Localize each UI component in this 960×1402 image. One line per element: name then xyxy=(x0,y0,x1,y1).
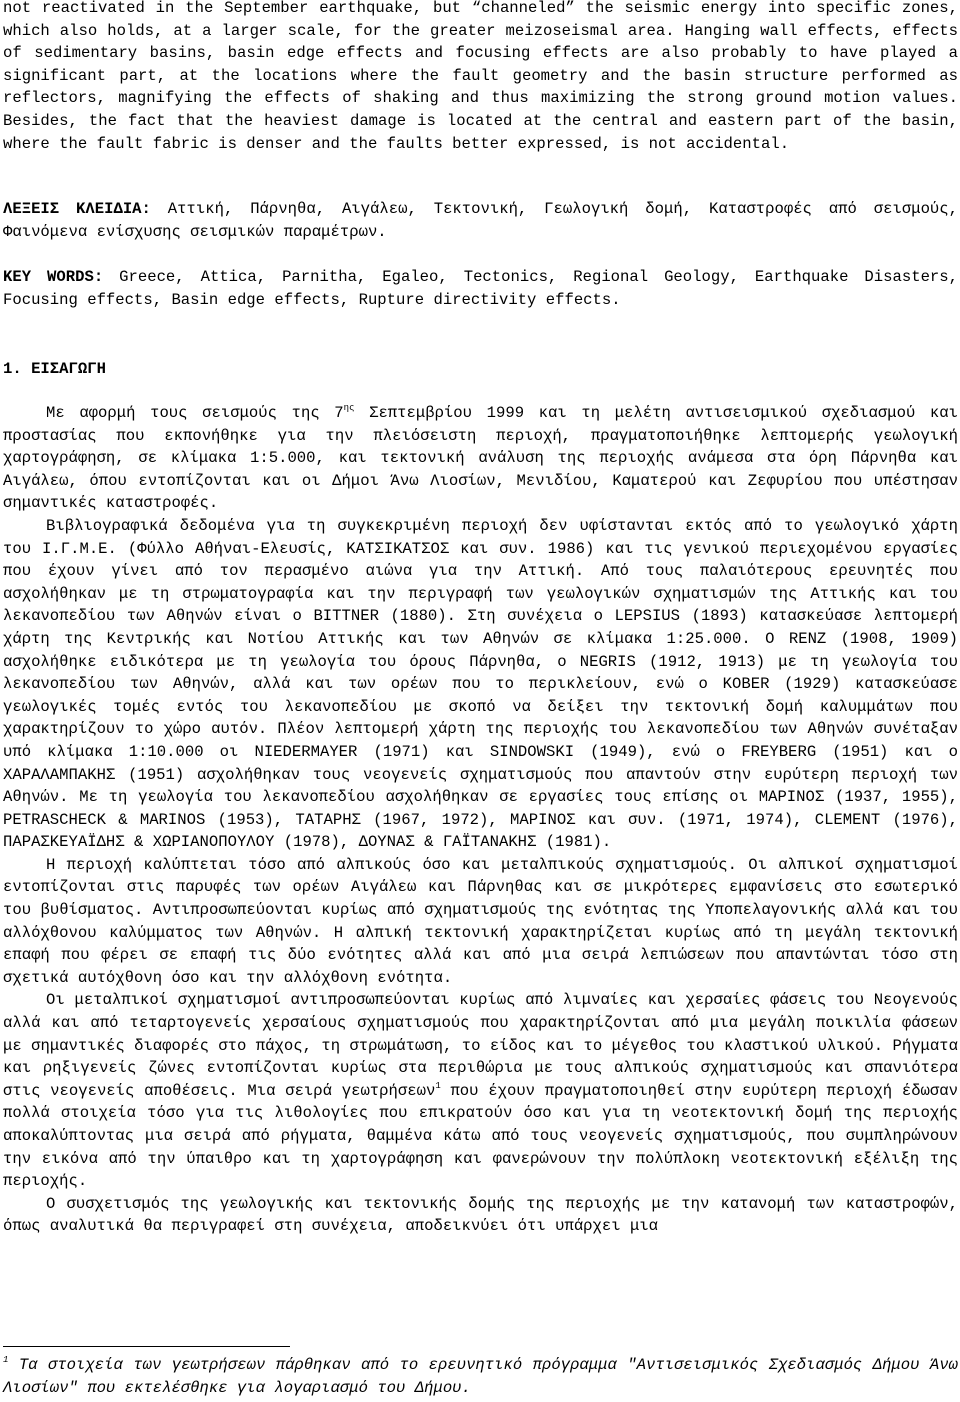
intro-paragraph-1 xyxy=(3,402,958,515)
intro-p1-text-b: Σεπτεμβρίου 1999 και τη μελέτη αντισεισμικού σχεδιασμού και προστασίας που εκπονήθηκε για την πλειόσειστη περιοχή, πραγματοποιήθηκε λεπτομερής γεωλογική χαρτογράφηση, σε κλίμακα 1:5.000, και τεκτονική ανάλυση της περιοχής ανάμεσα στα όρη Πάρνηθα και Αιγάλεω, όπου εντοπίζονται και οι Δήμοι Άνω Λιοσίων, Μενιδίου, Καματερού και Ζεφυρίου που υπέστησαν σημαντικές καταστροφές. xyxy=(3,404,958,513)
intro-p4-text-b: που έχουν πραγματοποιηθεί στην ευρύτερη περιοχή έδωσαν πολλά στοιχεία τόσο για τις λιθολογίες που επικρατούν όσο και για τη νεοτεκτονική δομή της περιοχής αποκαλύπτοντας μια σειρά από ρήγματα, θαμμένα κάτω από τους νεογενείς σχηματισμούς, που συμπληρώνουν την εικόνα από την ύπαιθρο και τη χαρτογράφηση και φανερώνουν την πολύπλοκη νεοτεκτονική εξέλιξη της περιοχής. xyxy=(3,1081,958,1191)
introduction-body xyxy=(3,402,958,1238)
keywords-english-text: Greece, Attica, Parnitha, Egaleo, Tectonics, Regional Geology, Earthquake Disasters, Focusing effects, Basin edge effects, Rupture directivity effects. xyxy=(3,268,958,309)
abstract-tail xyxy=(3,0,958,155)
keywords-greek-label: ΛΕΞΕΙΣ ΚΛΕΙΔΙΑ: xyxy=(3,200,151,218)
intro-paragraph-2: Βιβλιογραφικά δεδομένα για τη συγκεκριμένη περιοχή δεν υφίστανται εκτός από το γεωλογικό χάρτη του Ι.Γ.Μ.Ε. (Φύλλο Αθήναι-Ελευσίς, ΚΑΤΣΙΚΑΤΣΟΣ και συν. 1986) και τις γενικού περιεχομένου εργασίες που έχουν γίνει από τον περασμένο αιώνα για την Αττική. Από τους παλαιότερους ερευνητές που ασχολήθηκαν με τη στρωματογραφία και την περιγραφή των γεωλογικών σχηματισμών της Αττικής και του λεκανοπεδίου των Αθηνών είναι ο BITTNER (1880). Στη συνέχεια ο LEPSIUS (1893) κατασκεύασε λεπτομερή χάρτη της Κεντρικής και Νοτίου Αττικής και των Αθηνών σε κλίμακα 1:25.000. Ο RENZ (1908, 1909) ασχολήθηκε ειδικότερα με τη γεωλογία του όρους Πάρνηθα, ο NEGRIS (1912, 1913) με τη γεωλογία του λεκανοπεδίου των Αθηνών, αλλά και των ορέων που το περικλείουν, ενώ ο KOBER (1929) κατασκεύασε γεωλογικές τομές εντός του λεκανοπεδίου με σκοπό να δείξει την τεκτονική δομή καλυμμάτων που χαρακτηρίζουν το χώρο αυτόν. Πλέον λεπτομερή χάρτη της περιοχής του λεκανοπεδίου των Αθηνών συνέταξαν υπό κλίμακα 1:10.000 οι NIEDERMAYER (1971) και SINDOWSKI (1949), ενώ ο FREYBERG (1951) και ο ΧΑΡΑΛΑΜΠΑΚΗΣ (1951) ασχολήθηκαν τους νεογενείς σχηματισμούς που απαντούν στην ευρύτερη περιοχή των Αθηνών. Με τη γεωλογία του λεκανοπεδίου ασχολήθηκαν σε εργασίες τους επίσης οι ΜΑΡΙΝΟΣ (1937, 1955), PETRASCHECK & MARINOS (1953), ΤΑΤΑΡΗΣ (1967, 1972), ΜΑΡΙΝΟΣ και συν. (1971, 1974), CLEMENT (1976), ΠΑΡΑΣΚΕΥΑΪΔΗΣ & ΧΩΡΙΑΝΟΠΟΥΛΟΥ (1978), ΔΟΥΝΑΣ & ΓΑΪΤΑΝΑΚΗΣ (1981). xyxy=(3,516,958,852)
intro-paragraph-5: Ο συσχετισμός της γεωλογικής και τεκτονικής δομής της περιοχής με την κατανομή των καταστροφών, όπως αναλυτικά θα περιγραφεί στη συνέχεια, αποδεικνύει ότι υπάρχει μια xyxy=(3,1194,958,1236)
footnote-reference: 1 xyxy=(435,1080,441,1091)
keywords-greek-text: Αττική, Πάρνηθα, Αιγάλεω, Τεκτονική, Γεωλογική δομή, Καταστροφές από σεισμούς, Φαινόμενα ενίσχυσης σεισμικών παραμέτρων. xyxy=(3,200,958,241)
keywords-greek xyxy=(3,198,958,243)
abstract-paragraph: not reactivated in the September earthquake, but “channeled” the seismic energy into specific zones, which also holds, at a larger scale, for the greater meizoseismal area. Hanging wall effects, effects of sedimentary basins, basin edge effects and focusing effects are also probably to have played a significant part, at the locations where the fault geometry and the basin structure performed as reflectors, magnifying the effects of shaking and thus maximizing the strong ground motion values. Besides, the fact that the heaviest damage is located at the central and eastern part of the basin, where the fault fabric is denser and the faults better expressed, is not accidental. xyxy=(3,0,958,153)
footnote-text: Τα στοιχεία των γεωτρήσεων πάρθηκαν από το ερευνητικό πρόγραμμα "Αντισεισμικός Σχεδιασμός Δήμου Άνω Λιοσίων" που εκτελέσθηκε για λογαριασμό του Δήμου. xyxy=(3,1356,958,1397)
keywords-english-label: KEY WORDS: xyxy=(3,268,104,286)
footnote-mark: 1 xyxy=(3,1355,9,1365)
superscript-ordinal: ης xyxy=(343,403,355,413)
intro-paragraph-3: Η περιοχή καλύπτεται τόσο από αλπικούς όσο και μεταλπικούς σχηματισμούς. Οι αλπικοί σχηματισμοί εντοπίζονται στις παρυφές των ορέων Αιγάλεω και Πάρνηθας και σε μικρότερες εμφανίσεις στο εσωτερικό του βυθίσματος. Αντιπροσωπεύονται κυρίως από σχηματισμούς της ενότητας της Υποπελαγονικής αλλά και του αλλόχθονου καλύμματος των Αθηνών. Η αλπική τεκτονική χαρακτηρίζεται κυρίως από τη μεγάλη τεκτονική επαφή που φέρει σε επαφή τις δύο ενότητες αλλά και από μια σειρά λεπιώσεων που απαντώνται τόσο στη σχετικά αυτόχθονη όσο και την αλλόχθονη ενότητα. xyxy=(3,855,958,987)
keywords-english xyxy=(3,266,958,311)
intro-p4-text-a: Οι μεταλπικοί σχηματισμοί αντιπροσωπεύονται κυρίως από λιμναίες και χερσαίες φάσεις του Νεογενούς αλλά και από τεταρτογενείς χερσαίους σχηματισμούς που χαρακτηρίζονται από μια μεγάλη ποικιλία φάσεων με σημαντικές διαφορές στο πάχος, τη στρωμάτωση, το είδος και το μέγεθος του κλαστικού υλικού. Ρήγματα και ρηξιγενείς ζώνες εντοπίζονται κυρίως στα περιθώρια με τους αλπικούς σχηματισμούς και σπανιότερα στις νεογενείς αποθέσεις. Μια σειρά γεωτρήσεων xyxy=(3,991,958,1100)
intro-p1-text-a: Με αφορμή τους σεισμούς της 7 xyxy=(46,404,344,422)
footnote xyxy=(3,1354,958,1399)
section-heading: 1. ΕΙΣΑΓΩΓΗ xyxy=(3,360,106,378)
footnote-separator xyxy=(3,1346,290,1347)
intro-paragraph-4 xyxy=(3,989,958,1192)
